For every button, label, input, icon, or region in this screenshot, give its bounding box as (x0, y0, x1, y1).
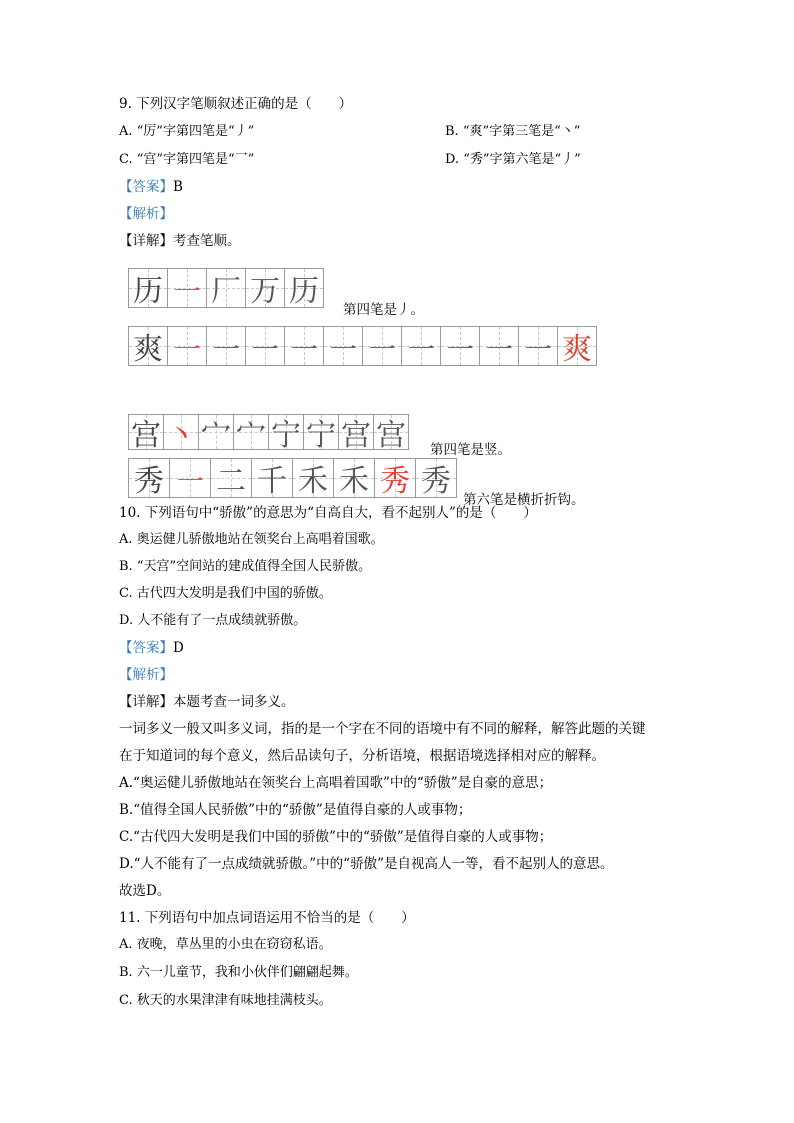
grid-cell: 历 (128, 268, 168, 308)
detail-tag: 【详解】 (119, 694, 173, 710)
grid-cell: 宫 (128, 414, 164, 450)
answer-tag: 【答案】 (119, 179, 173, 195)
grid-cell: 秀 (415, 458, 457, 498)
answer-value: D (173, 640, 184, 656)
grid-cell: 丶 (163, 414, 199, 450)
q10-explain-p1: 一词多义一般又叫多义词，指的是一个字在不同的语境中有不同的解释，解答此题的关键 (119, 721, 646, 737)
grid-cell: 宫 (373, 414, 409, 450)
answer-value: B (173, 179, 183, 195)
stroke-grid-gong (128, 414, 409, 453)
grid-cell: 禾 (333, 458, 375, 498)
grid-cell: 秀 (374, 458, 416, 498)
grid-cell: 二 (210, 458, 252, 498)
q10-detail (119, 693, 295, 711)
q10-answer (119, 639, 184, 657)
q10-explain-d: D.“人不能有了一点成绩就骄傲。”中的“骄傲”是自视高人一等，看不起别人的意思。 (119, 856, 614, 872)
grid-cell: 万 (245, 268, 285, 308)
grid-cell: ㇐ (206, 326, 246, 366)
q9-detail (119, 232, 241, 250)
grid-cell: ㇐ (440, 326, 480, 366)
grid-cell: ㇐ (323, 326, 363, 366)
q9-option-a: A. “厉”字第四笔是“丿” (119, 124, 255, 139)
grid-cell: 爽 (557, 326, 597, 366)
stroke-grid-li (128, 268, 324, 308)
grid-cell: ㇐ (401, 326, 441, 366)
q9-analysis-tag: 【解析】 (119, 206, 173, 222)
q10-option-a: A. 奥运健儿骄傲地站在领奖台上高唱着国歌。 (119, 532, 384, 547)
q11-option-a: A. 夜晚，草丛里的小虫在窃窃私语。 (119, 937, 332, 952)
grid-cell: 爽 (128, 326, 168, 366)
grid-cell: 千 (251, 458, 293, 498)
grid-cell: ㇐ (169, 458, 211, 498)
q10-stem: 10. 下列语句中“骄傲”的意思为“自高自大，看不起别人”的是（ ） (119, 505, 537, 521)
q11-option-b: B. 六一儿童节，我和小伙伴们翩翩起舞。 (119, 965, 358, 980)
detail-tag: 【详解】 (119, 233, 173, 249)
grid-cell: ㇐ (479, 326, 519, 366)
q10-explain-c: C.“古代四大发明是我们中国的骄傲”中的“骄傲”是值得自豪的人或事物； (119, 829, 553, 845)
detail-text: 考查笔顺。 (173, 233, 241, 249)
stroke-grid-shuang (128, 326, 597, 366)
q10-analysis-tag: 【解析】 (119, 667, 173, 683)
q9-stem: 9. 下列汉字笔顺叙述正确的是（ ） (119, 96, 353, 112)
q11-stem: 11. 下列语句中加点词语运用不恰当的是（ ） (119, 910, 415, 926)
q10-explain-b: B.“值得全国人民骄傲”中的“骄傲”是值得自豪的人或事物； (119, 802, 472, 818)
answer-tag: 【答案】 (119, 640, 173, 656)
stroke-grid-xiu (128, 458, 457, 498)
q10-explain-p2: 在于知道词的每个意义，然后品读句子，分析语境，根据语境选择相对应的解释。 (119, 748, 605, 764)
grid-cell: 宫 (338, 414, 374, 450)
grid-cell: ㇐ (245, 326, 285, 366)
grid-cell: 禾 (292, 458, 334, 498)
q10-option-c: C. 古代四大发明是我们中国的骄傲。 (119, 586, 332, 601)
grid-cell: 厂 (206, 268, 246, 308)
q10-conclusion: 故选D。 (119, 883, 171, 899)
q10-option-b: B. “天宫”空间站的建成值得全国人民骄傲。 (119, 559, 372, 574)
grid-cell: 宀 (233, 414, 269, 450)
q9-option-c: C. “宫”字第四笔是“乛” (119, 152, 255, 167)
detail-text: 本题考查一词多义。 (173, 694, 295, 710)
grid-cell: ㇐ (362, 326, 402, 366)
q9-option-d: D. “秀”字第六笔是“丿” (445, 152, 581, 167)
q9-option-b: B. “爽”字第三笔是“丶” (445, 124, 581, 139)
grid-caption-xiu: 第六笔是横折折钩。 (463, 492, 585, 508)
grid-cell: 秀 (128, 458, 170, 498)
grid-caption-li: 第四笔是丿。 (343, 302, 424, 318)
q10-explain-a: A.“奥运健儿骄傲地站在领奖台上高唱着国歌”中的“骄傲”是自豪的意思； (119, 775, 553, 791)
grid-cell: 宁 (268, 414, 304, 450)
grid-cell: 历 (284, 268, 324, 308)
grid-cell: ㇐ (284, 326, 324, 366)
q11-option-c: C. 秋天的水果津津有味地挂满枝头。 (119, 993, 332, 1008)
q10-option-d: D. 人不能有了一点成绩就骄傲。 (119, 613, 307, 628)
q9-answer (119, 178, 183, 196)
grid-cell: ㇐ (167, 326, 207, 366)
grid-caption-gong: 第四笔是竖。 (430, 442, 511, 458)
grid-cell: 宀 (198, 414, 234, 450)
grid-cell: ㇐ (518, 326, 558, 366)
grid-cell: 宁 (303, 414, 339, 450)
grid-cell: ㇐ (167, 268, 207, 308)
